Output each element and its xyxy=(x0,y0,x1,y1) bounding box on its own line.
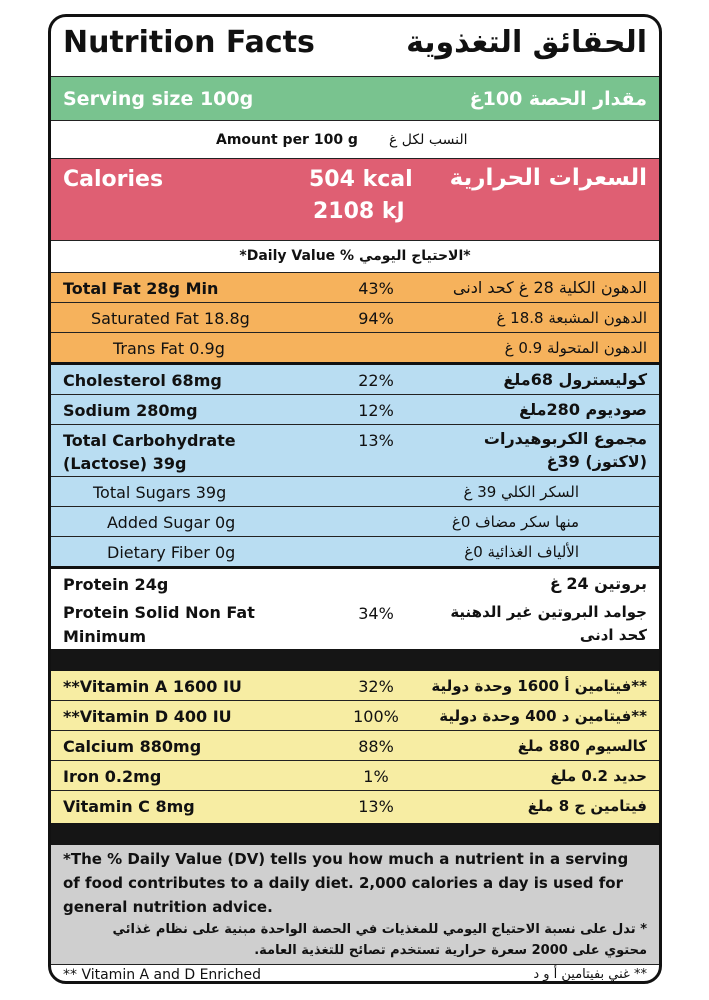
nutrient-row-sodium xyxy=(51,395,659,425)
nutrient-name-ar: **فيتامين د 400 وحدة دولية xyxy=(439,707,647,725)
nutrient-row-vitamin-c xyxy=(51,791,659,823)
enriched-row xyxy=(51,965,659,984)
nutrient-name-en: Saturated Fat 18.8g xyxy=(91,309,250,328)
nutrient-name-en-line2: Minimum xyxy=(63,627,147,646)
daily-value-percent: 12% xyxy=(358,401,394,420)
nutrient-name-ar: مجموع الكربوهيدرات xyxy=(483,429,647,448)
footnote-en-line2: of food contributes to a daily diet. 2,000 calories a day is used for xyxy=(63,874,623,892)
nutrient-row-vitamin-a xyxy=(51,671,659,701)
daily-value-percent: 13% xyxy=(358,431,394,450)
nutrient-name-ar: الألياف الغذائية 0غ xyxy=(464,543,579,561)
nutrient-row-saturated-fat xyxy=(51,303,659,333)
enriched-ar: ** غني بفيتامين أ و د xyxy=(533,967,647,982)
nutrient-name-en: Total Sugars 39g xyxy=(93,483,227,502)
nutrient-name-en: Protein Solid Non Fat xyxy=(63,603,255,622)
calories-label-ar: السعرات الحرارية xyxy=(449,165,647,191)
amount-per-ar: النسب لكل غ xyxy=(389,132,468,148)
nutrient-name-ar: صوديوم 280ملغ xyxy=(519,400,647,419)
nutrient-name-ar-line2: كحد ادنى xyxy=(579,626,647,644)
nutrient-row-dietary-fiber xyxy=(51,537,659,569)
calories-kj: 2108 kJ xyxy=(313,199,405,224)
daily-value-row xyxy=(51,241,659,273)
nutrient-name-en: **Vitamin D 400 IU xyxy=(63,707,232,726)
daily-value-percent: 34% xyxy=(358,604,394,623)
nutrient-name-en: Vitamin C 8mg xyxy=(63,797,195,816)
footnote-ar-line2: محتوي على 2000 سعرة حرارية تستخدم تصائح للتغذية العامة. xyxy=(254,943,647,958)
nutrient-row-cholesterol xyxy=(51,365,659,395)
nutrient-row-calcium xyxy=(51,731,659,761)
serving-size-ar: مقدار الحصة 100غ xyxy=(469,88,647,110)
nutrient-name-en: Protein 24g xyxy=(63,575,169,594)
title-ar: الحقائق التغذوية xyxy=(406,25,647,60)
nutrient-name-ar: كالسيوم 880 ملغ xyxy=(517,737,647,755)
nutrient-name-ar: الدهون المتحولة 0.9 غ xyxy=(504,339,647,357)
nutrient-name-en: Cholesterol 68mg xyxy=(63,371,222,390)
nutrient-name-en: Total Fat 28g Min xyxy=(63,279,219,298)
daily-value-percent: 100% xyxy=(353,707,399,726)
nutrient-name-ar: الدهون المشبعة 18.8 غ xyxy=(496,309,647,327)
section-divider xyxy=(51,823,659,845)
calories-label-en: Calories xyxy=(63,167,164,192)
nutrient-row-carbohydrate xyxy=(51,425,659,477)
title-en: Nutrition Facts xyxy=(63,25,315,60)
serving-size-en: Serving size 100g xyxy=(63,88,254,110)
amount-per-row xyxy=(51,121,659,159)
nutrient-name-en: Trans Fat 0.9g xyxy=(113,339,225,358)
nutrient-name-ar: حديد 0.2 ملغ xyxy=(550,767,647,785)
nutrient-name-en: Calcium 880mg xyxy=(63,737,202,756)
nutrient-name-ar: الدهون الكلية 28 غ كحد ادنى xyxy=(452,278,647,297)
nutrient-name-en: Added Sugar 0g xyxy=(107,513,236,532)
daily-value-percent: 88% xyxy=(358,737,394,756)
daily-value-percent: 43% xyxy=(358,279,394,298)
nutrient-name-en: Total Carbohydrate xyxy=(63,431,236,450)
nutrient-row-protein-solid xyxy=(51,599,659,649)
nutrient-name-ar: منها سكر مضاف 0غ xyxy=(451,513,579,531)
nutrient-name-ar-line2: (لاكتوز) 39غ xyxy=(546,452,647,471)
nutrition-label xyxy=(48,14,662,984)
daily-value-percent: 1% xyxy=(363,767,389,786)
footnote-en-line3: general nutrition advice. xyxy=(63,898,273,916)
nutrient-row-trans-fat xyxy=(51,333,659,365)
nutrient-name-ar: **فيتامين أ 1600 وحدة دولية xyxy=(431,677,647,695)
nutrient-name-en: Sodium 280mg xyxy=(63,401,198,420)
daily-value-percent: 94% xyxy=(358,309,394,328)
nutrient-row-protein xyxy=(51,569,659,599)
section-divider xyxy=(51,649,659,671)
calories-row xyxy=(51,159,659,241)
enriched-en: ** Vitamin A and D Enriched xyxy=(63,967,262,983)
nutrient-name-ar: بروتين 24 غ xyxy=(549,574,647,593)
nutrient-row-iron xyxy=(51,761,659,791)
nutrient-name-en-line2: (Lactose) 39g xyxy=(63,454,187,473)
calories-kcal: 504 kcal xyxy=(309,167,413,192)
amount-per-en: Amount per 100 g xyxy=(216,132,358,148)
nutrient-row-total-sugars xyxy=(51,477,659,507)
footnote-ar-line1: * تدل على نسبة الاحتياج اليومي للمغذيات في الحصة الواحدة مبنية على نظام غذائي xyxy=(112,922,647,937)
nutrient-row-vitamin-d xyxy=(51,701,659,731)
nutrient-name-en: **Vitamin A 1600 IU xyxy=(63,677,242,696)
daily-value-percent: 32% xyxy=(358,677,394,696)
nutrient-row-added-sugar xyxy=(51,507,659,537)
nutrient-row-total-fat xyxy=(51,273,659,303)
serving-row xyxy=(51,77,659,121)
footnote-block xyxy=(51,845,659,965)
nutrient-name-ar: كوليسترول 68ملغ xyxy=(503,370,647,389)
nutrient-name-ar: السكر الكلي 39 غ xyxy=(463,483,579,501)
daily-value-header: *Daily Value % الاحتياج اليومي* xyxy=(239,248,471,264)
header-row xyxy=(51,17,659,77)
daily-value-percent: 22% xyxy=(358,371,394,390)
nutrient-name-en: Iron 0.2mg xyxy=(63,767,162,786)
footnote-en-line1: *The % Daily Value (DV) tells you how much a nutrient in a serving xyxy=(63,850,629,868)
daily-value-percent: 13% xyxy=(358,797,394,816)
nutrient-name-ar: فيتامين ج 8 ملغ xyxy=(527,797,647,815)
nutrient-name-en: Dietary Fiber 0g xyxy=(107,543,236,562)
nutrient-name-ar: جوامد البروتين غير الدهنية xyxy=(450,603,647,621)
